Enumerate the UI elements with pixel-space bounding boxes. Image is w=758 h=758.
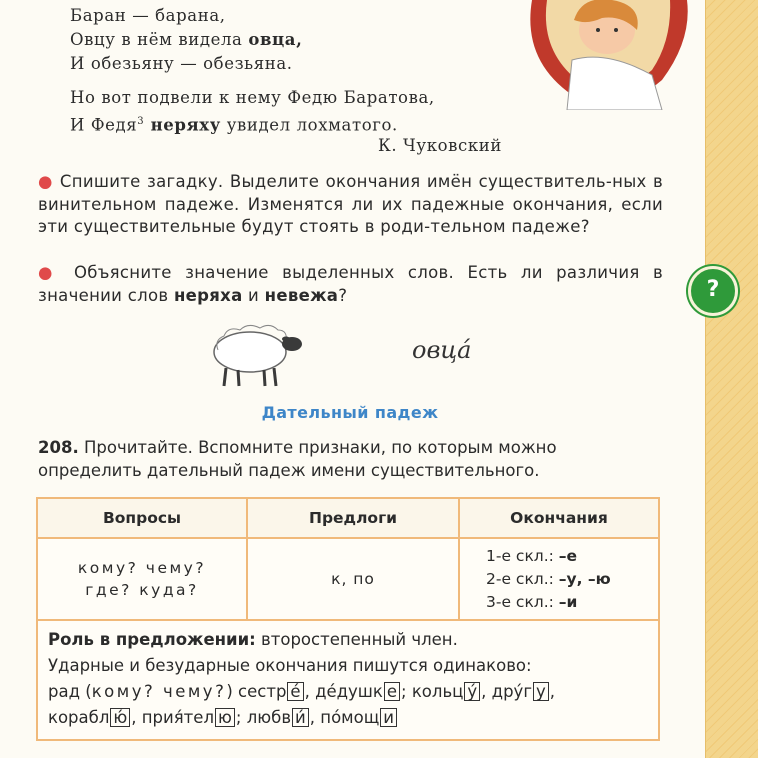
role-line bbox=[48, 627, 658, 653]
word-stem: пóмощ bbox=[320, 708, 380, 727]
poem-author: К. Чуковский bbox=[378, 136, 503, 155]
page-edge-line bbox=[705, 0, 706, 758]
exercise-text: Прочитайте. Вспомните признаки, по которым можно определить дательный падеж имени существительного. bbox=[38, 438, 557, 480]
cursive-word: овца́ bbox=[412, 336, 472, 364]
dative-case-table bbox=[36, 497, 660, 621]
questions-line-1: кому? чему? bbox=[77, 559, 207, 577]
poem-line-3: И обезьяну — обезьяна. bbox=[70, 54, 293, 73]
role-block bbox=[36, 621, 660, 741]
section-heading: Дательный падеж bbox=[261, 403, 439, 422]
sheep-icon bbox=[208, 322, 308, 390]
word-ending: ю bbox=[215, 708, 235, 727]
role-value: второстепенный член. bbox=[255, 630, 458, 649]
poem-line-1: Баран — барана, bbox=[70, 6, 226, 25]
word-ending: ю́ bbox=[110, 708, 130, 727]
word-stem: прия́тел bbox=[141, 708, 214, 727]
poem-text: Овцу в нём видела bbox=[70, 30, 249, 49]
ending-value: –е bbox=[558, 546, 578, 565]
ending-row bbox=[486, 591, 657, 614]
questions-line-2: где? куда? bbox=[85, 581, 199, 599]
task-text: Спишите загадку. Выделите окончания имён существитель-ных в винительном падеже. Изменятся ли их падежные окончания, если эти существительные будут стоять в роди-тельном падеже? bbox=[38, 172, 664, 236]
girl-mirror-illustration bbox=[512, 0, 702, 110]
declension-label: 3-е скл.: bbox=[486, 592, 554, 611]
word-stem: любв bbox=[246, 708, 292, 727]
examples-line-2: корабл ю́ , прия́тел ю ; любв и́ , пóмощ и bbox=[48, 705, 658, 731]
poem-text: увидел лохматого. bbox=[220, 115, 398, 135]
word-stem: дрýг bbox=[491, 682, 532, 701]
example-text: рад ( bbox=[48, 682, 92, 701]
poem-line-5 bbox=[70, 110, 398, 137]
bullet-icon: ● bbox=[38, 263, 61, 282]
poem-bold-word: неряху bbox=[144, 115, 221, 135]
word-stem: дéдушк bbox=[315, 682, 383, 701]
examples-line-1: рад (кому? чему?) сестр é , дéдушк е ; кольц ý , дрýг у , bbox=[48, 682, 556, 701]
exercise-number: 208. bbox=[38, 438, 79, 457]
ending-row bbox=[486, 545, 657, 568]
help-question-icon[interactable] bbox=[688, 266, 738, 316]
example-text: ) bbox=[226, 682, 239, 701]
page-edge-stripe bbox=[706, 0, 758, 758]
word-ending: е bbox=[384, 682, 400, 701]
header-questions: Вопросы bbox=[37, 498, 247, 538]
word-ending: и́ bbox=[292, 708, 309, 727]
rule-line: Ударные и безударные окончания пишутся одинаково: bbox=[48, 656, 532, 675]
task-bullet-1 bbox=[38, 171, 663, 239]
role-label: Роль в предложении: bbox=[48, 630, 256, 649]
word-stem: корабл bbox=[48, 708, 110, 727]
task-text: ? bbox=[338, 285, 348, 305]
word-ending: у bbox=[533, 682, 549, 701]
ending-value: –у, –ю bbox=[558, 569, 611, 588]
task-bullet-2 bbox=[38, 262, 663, 307]
header-endings: Окончания bbox=[459, 498, 659, 538]
poem-bold-word: овца, bbox=[248, 30, 303, 49]
declension-label: 1-е скл.: bbox=[486, 546, 554, 565]
exercise-208 bbox=[38, 437, 663, 482]
task-text: Объясните значение выделенных слов. Есть ли различия в значении слов bbox=[38, 263, 663, 305]
bullet-icon: ● bbox=[38, 172, 54, 191]
header-prepositions: Предлоги bbox=[247, 498, 459, 538]
word-ending: é bbox=[287, 682, 303, 701]
word-stem: кольц bbox=[411, 682, 464, 701]
cell-questions bbox=[37, 538, 247, 620]
declension-label: 2-е скл.: bbox=[486, 569, 554, 588]
poem-text: И Федя bbox=[70, 115, 138, 135]
word-ending: и bbox=[380, 708, 397, 727]
task-bold-word: невежа bbox=[264, 285, 339, 305]
example-question: кому? чему? bbox=[91, 682, 227, 701]
ending-value: –и bbox=[558, 592, 578, 611]
poem-line-4: Но вот подвели к нему Федю Баратова, bbox=[70, 88, 435, 107]
cell-prepositions: к, по bbox=[247, 538, 459, 620]
cell-endings bbox=[459, 538, 659, 620]
help-glyph: ? bbox=[706, 277, 720, 302]
word-ending: ý bbox=[464, 682, 480, 701]
task-bold-word: неряха bbox=[173, 285, 243, 305]
footnote-mark: 3 bbox=[137, 116, 145, 127]
poem-line-2 bbox=[70, 28, 302, 51]
word-stem: сестр bbox=[238, 682, 287, 701]
ending-row bbox=[486, 568, 657, 591]
task-text: и bbox=[242, 285, 265, 305]
